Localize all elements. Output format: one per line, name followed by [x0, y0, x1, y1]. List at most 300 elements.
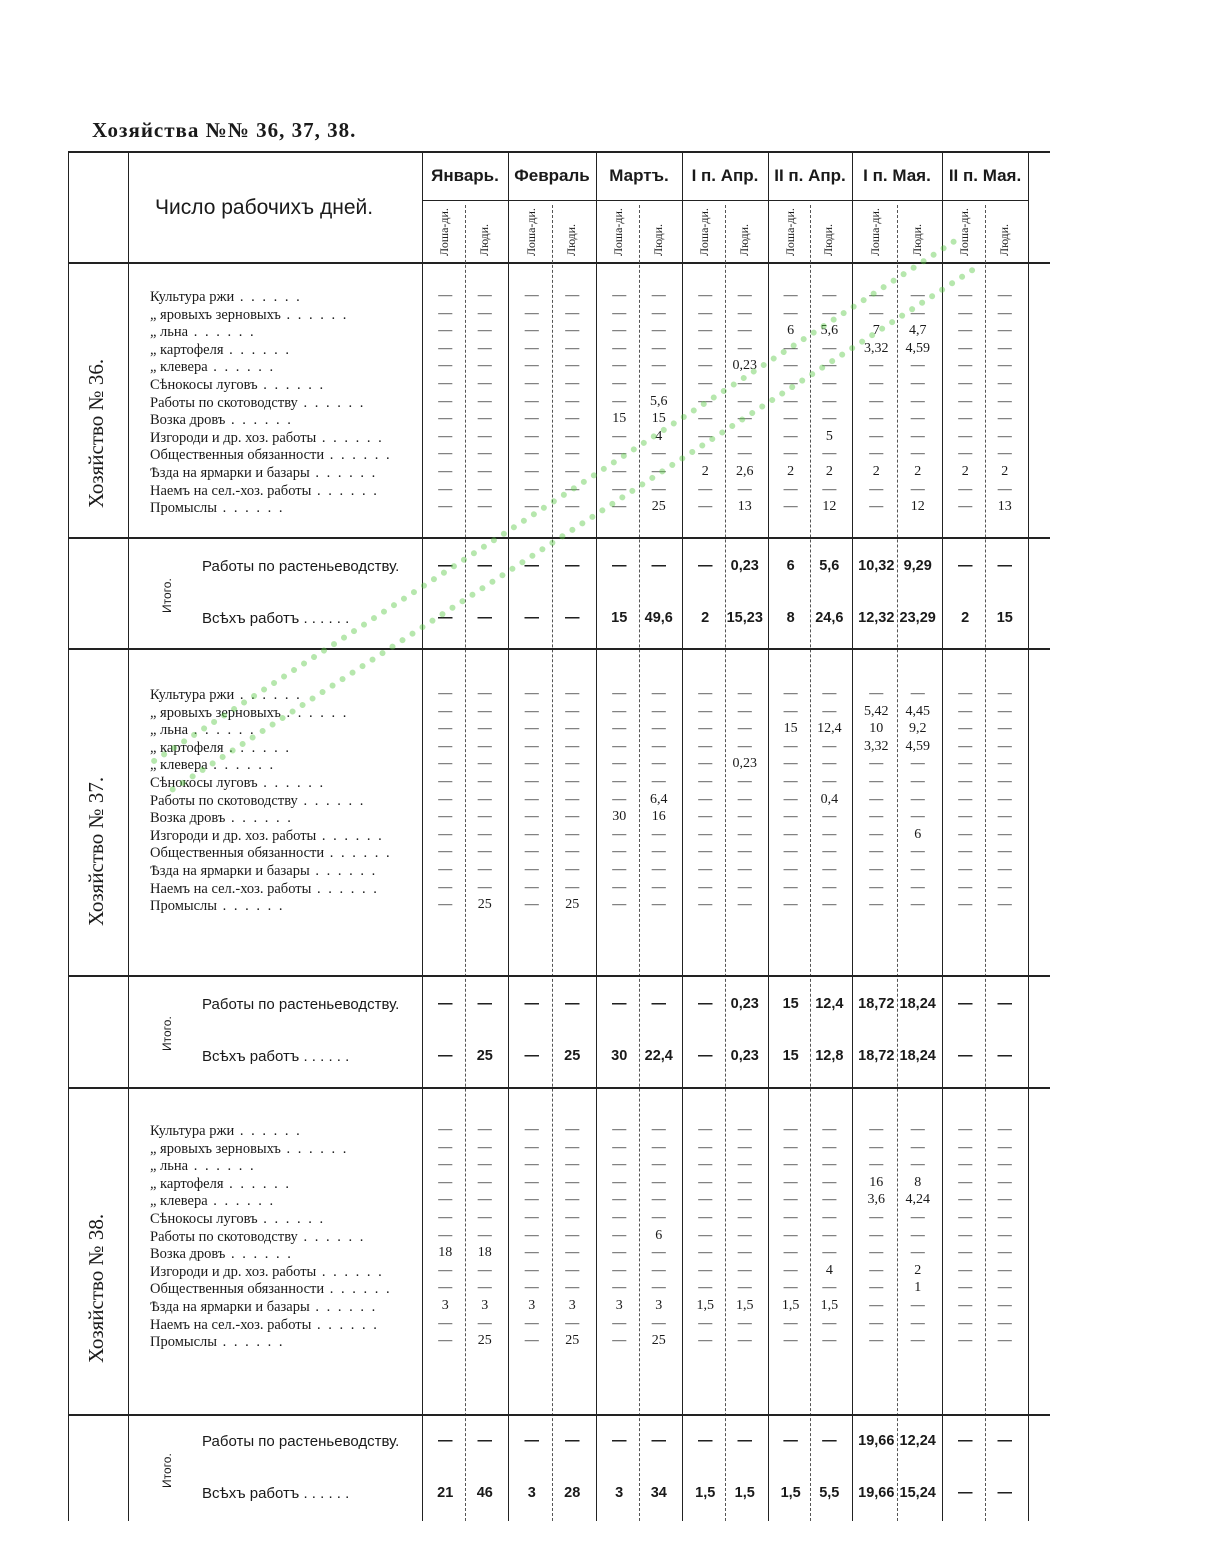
- table-cell: 6: [655, 1227, 663, 1243]
- table-cell: 2,6: [736, 464, 754, 479]
- table-cell: —: [651, 358, 666, 374]
- table-cell: 18: [477, 1245, 492, 1261]
- table-cell: —: [565, 686, 580, 701]
- table-cell: —: [783, 1280, 798, 1296]
- summary-plant-cell: —: [697, 1433, 713, 1449]
- table-cell: —: [869, 1245, 884, 1261]
- table-cell: 3: [568, 1298, 576, 1313]
- table-cell: —: [612, 288, 627, 303]
- table-cell: —: [698, 1157, 713, 1173]
- table-cell: —: [737, 481, 752, 497]
- table-cell: —: [477, 1227, 492, 1243]
- table-cell: —: [698, 862, 713, 877]
- table-cell: —: [869, 376, 884, 391]
- table-cell: —: [698, 686, 713, 701]
- leader-dots: . . . . . .: [188, 722, 256, 739]
- table-cell: —: [822, 1157, 837, 1173]
- row-label: Работы по скотоводству . . . . . .: [150, 792, 366, 809]
- table-cell: —: [958, 1262, 973, 1278]
- table-cell: —: [822, 305, 837, 321]
- summary-plant-cell: 19,66: [858, 1433, 895, 1449]
- table-cell: —: [651, 686, 666, 701]
- table-cell: —: [565, 1157, 580, 1173]
- table-cell: —: [783, 738, 798, 754]
- table-cell: —: [438, 499, 453, 515]
- summary-all-cell: 24,6: [815, 610, 844, 626]
- table-cell: —: [822, 686, 837, 701]
- row-label: Ѣзда на ярмарки и базары . . . . . .: [150, 863, 378, 879]
- table-cell: —: [612, 376, 627, 391]
- table-cell: —: [524, 499, 539, 515]
- month-header: Мартъ.: [609, 166, 669, 185]
- subheader-horses: Лоша-ди.: [437, 208, 452, 256]
- table-cell: 6: [787, 323, 795, 339]
- table-cell: —: [477, 1280, 492, 1296]
- table-cell: —: [524, 393, 539, 409]
- table-cell: —: [698, 358, 713, 374]
- table-cell: —: [698, 1280, 713, 1296]
- summary-all-cell: 12,32: [858, 610, 895, 626]
- table-cell: —: [698, 721, 713, 737]
- table-cell: —: [565, 703, 580, 719]
- summary-plant-cell: 10,32: [858, 558, 895, 574]
- table-cell: —: [822, 844, 837, 860]
- table-cell: 4,59: [905, 738, 930, 754]
- summary-all-cell: 3: [615, 1485, 624, 1501]
- row-label: Изгороди и др. хоз. работы . . . . . .: [150, 1263, 384, 1280]
- summary-plant-cell: 0,23: [730, 996, 759, 1012]
- table-cell: 3,32: [864, 340, 889, 356]
- table-cell: —: [958, 844, 973, 860]
- summary-all-cell: 19,66: [858, 1485, 895, 1501]
- summary-plant-cell: 15: [782, 996, 799, 1012]
- table-cell: —: [869, 862, 884, 877]
- table-cell: 4: [655, 428, 663, 444]
- table-cell: —: [698, 809, 713, 825]
- table-cell: —: [438, 738, 453, 754]
- table-cell: —: [783, 305, 798, 321]
- leader-dots: . . . . . .: [309, 1299, 378, 1315]
- table-cell: —: [869, 393, 884, 409]
- farm-label: Хозяйство № 37.: [84, 776, 108, 926]
- leader-dots: . . . . . .: [223, 739, 292, 756]
- table-cell: —: [958, 756, 973, 772]
- table-cell: —: [958, 1139, 973, 1155]
- row-label: Общественныя обязанности . . . . . .: [150, 845, 392, 862]
- table-cell: —: [565, 721, 580, 737]
- table-cell: —: [910, 809, 925, 825]
- table-cell: —: [438, 446, 453, 462]
- table-cell: —: [524, 774, 539, 789]
- table-cell: —: [565, 340, 580, 356]
- subheader-horses: Лоша-ди.: [697, 208, 712, 256]
- table-cell: —: [438, 1315, 453, 1331]
- table-cell: —: [822, 774, 837, 789]
- table-cell: —: [477, 1157, 492, 1173]
- leader-dots: . . . . . .: [311, 1316, 379, 1333]
- table-cell: 4: [825, 1262, 833, 1278]
- table-cell: —: [651, 376, 666, 391]
- table-cell: —: [612, 1333, 627, 1349]
- table-cell: —: [651, 1157, 666, 1173]
- table-cell: —: [524, 1333, 539, 1349]
- table-cell: —: [438, 288, 453, 303]
- table-cell: —: [997, 1262, 1012, 1278]
- table-cell: —: [612, 844, 627, 860]
- table-cell: —: [698, 411, 713, 427]
- table-cell: —: [997, 411, 1012, 427]
- table-cell: —: [958, 703, 973, 719]
- leader-dots: . . . . . .: [217, 1334, 285, 1351]
- table-cell: —: [822, 358, 837, 374]
- table-cell: —: [910, 1315, 925, 1331]
- table-cell: —: [737, 1192, 752, 1208]
- table-cell: 3: [655, 1298, 663, 1313]
- table-cell: —: [651, 1210, 666, 1225]
- table-cell: —: [438, 826, 453, 842]
- summary-plant-cell: —: [437, 558, 453, 574]
- table-cell: —: [524, 1210, 539, 1225]
- table-cell: —: [612, 738, 627, 754]
- summary-plant-cell: —: [477, 1433, 493, 1449]
- table-cell: —: [997, 1210, 1012, 1225]
- table-cell: —: [565, 305, 580, 321]
- table-cell: —: [910, 1298, 925, 1313]
- table-cell: —: [997, 446, 1012, 462]
- table-cell: —: [565, 756, 580, 772]
- table-cell: —: [698, 323, 713, 339]
- table-cell: —: [565, 1280, 580, 1296]
- page-title: Хозяйства №№ 36, 37, 38.: [92, 118, 357, 142]
- table-cell: —: [997, 1245, 1012, 1261]
- table-cell: —: [651, 1122, 666, 1137]
- table-cell: —: [958, 826, 973, 842]
- leader-dots: . . . . . .: [297, 792, 366, 809]
- table-cell: —: [612, 305, 627, 321]
- table-cell: 2: [701, 464, 709, 479]
- table-cell: 1,5: [736, 1298, 754, 1313]
- table-cell: —: [477, 826, 492, 842]
- summary-all-cell: 46: [476, 1485, 493, 1501]
- table-cell: —: [612, 897, 627, 913]
- table-cell: —: [651, 862, 666, 877]
- table-cell: —: [783, 1139, 798, 1155]
- leader-dots: . . . . . .: [311, 482, 379, 499]
- table-cell: —: [997, 481, 1012, 497]
- table-cell: —: [997, 340, 1012, 356]
- leader-dots: . . . . . .: [217, 898, 285, 915]
- table-cell: —: [612, 428, 627, 444]
- table-cell: —: [958, 1157, 973, 1173]
- table-cell: 18: [438, 1245, 453, 1261]
- table-cell: —: [958, 411, 973, 427]
- summary-plant-cell: —: [651, 558, 667, 574]
- table-cell: —: [869, 809, 884, 825]
- row-label: Промыслы . . . . . .: [150, 898, 285, 915]
- row-label: Наемъ на сел.-хоз. работы . . . . . .: [150, 880, 379, 897]
- table-cell: —: [524, 738, 539, 754]
- table-cell: —: [869, 411, 884, 427]
- summary-plant-cell: —: [564, 996, 580, 1012]
- summary-plant-cell: —: [524, 558, 539, 574]
- table-cell: 2: [825, 464, 833, 479]
- table-cell: —: [651, 703, 666, 719]
- table-cell: —: [997, 288, 1012, 303]
- table-cell: —: [477, 703, 492, 719]
- table-cell: —: [822, 376, 837, 391]
- table-cell: —: [565, 1122, 580, 1137]
- table-cell: —: [822, 1227, 837, 1243]
- table-cell: —: [612, 1210, 627, 1225]
- table-cell: 13: [737, 499, 752, 515]
- table-cell: —: [698, 393, 713, 409]
- table-cell: —: [438, 428, 453, 444]
- table-cell: —: [612, 862, 627, 877]
- table-cell: —: [958, 738, 973, 754]
- leader-dots: . . . . . .: [207, 1193, 276, 1210]
- table-cell: —: [477, 809, 492, 825]
- table-cell: —: [698, 288, 713, 303]
- table-cell: —: [958, 358, 973, 374]
- table-cell: —: [958, 1192, 973, 1208]
- table-cell: —: [524, 288, 539, 303]
- table-cell: —: [477, 1262, 492, 1278]
- table-cell: —: [869, 774, 884, 789]
- table-cell: —: [958, 686, 973, 701]
- table-cell: —: [822, 1210, 837, 1225]
- table-left-border: [68, 151, 69, 1521]
- table-cell: —: [565, 1245, 580, 1261]
- table-cell: —: [958, 1315, 973, 1331]
- table-cell: —: [783, 1122, 798, 1137]
- table-cell: —: [524, 686, 539, 701]
- summary-plant-label: Работы по растеньеводству.: [202, 558, 400, 575]
- table-cell: —: [783, 897, 798, 913]
- table-cell: —: [910, 1157, 925, 1173]
- table-cell: —: [438, 862, 453, 877]
- leader-dots: . . . . . .: [324, 845, 392, 862]
- summary-plant-cell: 12,4: [815, 996, 844, 1012]
- table-cell: 3: [481, 1298, 489, 1313]
- table-cell: —: [477, 738, 492, 754]
- table-cell: 25: [477, 897, 492, 913]
- table-cell: —: [737, 862, 752, 877]
- section-rule: [68, 975, 1050, 977]
- summary-all-label: Всѣхъ работъ . . . . . .: [202, 1048, 350, 1065]
- summary-plant-cell: —: [957, 996, 973, 1012]
- table-cell: —: [524, 879, 539, 895]
- table-cell: —: [737, 1174, 752, 1190]
- table-cell: —: [822, 738, 837, 754]
- summary-all-cell: —: [997, 1048, 1013, 1064]
- table-cell: —: [524, 756, 539, 772]
- row-label: „ льна . . . . . .: [150, 1158, 256, 1175]
- summary-plant-cell: 18,72: [858, 996, 895, 1012]
- summary-plant-cell: —: [611, 558, 627, 574]
- table-cell: —: [524, 428, 539, 444]
- leader-dots: . . . . . .: [225, 1246, 293, 1263]
- table-cell: —: [997, 1174, 1012, 1190]
- summary-all-cell: 21: [437, 1485, 454, 1501]
- table-cell: —: [524, 809, 539, 825]
- table-cell: —: [565, 446, 580, 462]
- month-header: Февраль: [514, 166, 590, 185]
- table-cell: —: [651, 323, 666, 339]
- table-cell: —: [565, 428, 580, 444]
- table-cell: —: [438, 1210, 453, 1225]
- table-cell: —: [477, 879, 492, 895]
- summary-all-cell: 2: [701, 610, 710, 626]
- summary-all-cell: 3: [527, 1485, 536, 1501]
- summary-plant-cell: 5,6: [819, 558, 840, 574]
- month-column-border: [508, 151, 509, 1521]
- table-cell: —: [438, 376, 453, 391]
- table-cell: —: [783, 376, 798, 391]
- table-cell: 15: [783, 721, 798, 737]
- table-cell: 15: [612, 411, 627, 427]
- table-cell: —: [822, 393, 837, 409]
- table-cell: —: [565, 376, 580, 391]
- table-cell: —: [737, 738, 752, 754]
- table-cell: 13: [997, 499, 1012, 515]
- table-cell: —: [612, 499, 627, 515]
- header-label: Число рабочихъ дней.: [155, 196, 374, 219]
- row-label: „ клевера . . . . . .: [150, 757, 276, 774]
- table-cell: —: [524, 1280, 539, 1296]
- table-cell: —: [524, 358, 539, 374]
- table-cell: —: [524, 703, 539, 719]
- summary-plant-cell: —: [651, 996, 667, 1012]
- summary-plant-cell: —: [957, 1433, 973, 1449]
- table-cell: 9,2: [908, 721, 927, 737]
- summary-all-cell: —: [957, 1048, 973, 1064]
- table-cell: —: [438, 897, 453, 913]
- table-cell: —: [997, 809, 1012, 825]
- table-cell: —: [477, 844, 492, 860]
- month-column-border: [682, 151, 683, 1521]
- row-label: Промыслы . . . . . .: [150, 1334, 285, 1351]
- table-cell: —: [737, 446, 752, 462]
- table-cell: —: [477, 481, 492, 497]
- table-cell: 4,24: [905, 1192, 930, 1208]
- table-cell: —: [997, 1315, 1012, 1331]
- table-cell: —: [783, 1262, 798, 1278]
- table-cell: —: [524, 1262, 539, 1278]
- table-cell: —: [477, 1174, 492, 1190]
- summary-plant-cell: —: [737, 1433, 753, 1449]
- itogo-label: Итого.: [160, 1453, 174, 1488]
- table-cell: —: [524, 1122, 539, 1137]
- table-cell: —: [737, 1245, 752, 1261]
- table-cell: —: [612, 721, 627, 737]
- table-cell: —: [822, 1122, 837, 1137]
- table-cell: —: [910, 305, 925, 321]
- table-cell: —: [565, 323, 580, 339]
- table-cell: —: [869, 897, 884, 913]
- table-cell: —: [737, 791, 752, 807]
- table-cell: —: [698, 791, 713, 807]
- table-cell: —: [612, 1122, 627, 1137]
- table-cell: —: [783, 774, 798, 789]
- leader-dots: . . . . . .: [225, 412, 293, 429]
- table-cell: —: [822, 1315, 837, 1331]
- table-cell: 16: [869, 1174, 884, 1190]
- table-cell: —: [822, 826, 837, 842]
- table-cell: —: [651, 340, 666, 356]
- row-label: „ картофеля . . . . . .: [150, 341, 292, 358]
- table-cell: —: [438, 411, 453, 427]
- table-cell: —: [438, 791, 453, 807]
- row-label: Работы по скотоводству . . . . . .: [150, 394, 366, 411]
- table-cell: —: [524, 446, 539, 462]
- table-cell: —: [869, 826, 884, 842]
- table-cell: 2: [1001, 464, 1009, 479]
- leader-dots: . . . . . .: [309, 863, 378, 879]
- leader-dots: . . . . . .: [280, 306, 349, 323]
- table-cell: —: [869, 1139, 884, 1155]
- table-cell: —: [783, 703, 798, 719]
- table-cell: —: [910, 376, 925, 391]
- table-cell: —: [822, 809, 837, 825]
- table-cell: —: [997, 703, 1012, 719]
- summary-plant-cell: —: [524, 996, 539, 1012]
- summary-all-label: Всѣхъ работъ . . . . . .: [202, 610, 350, 627]
- table-cell: —: [737, 1122, 752, 1137]
- table-cell: —: [997, 738, 1012, 754]
- table-cell: —: [822, 340, 837, 356]
- table-cell: —: [737, 686, 752, 701]
- table-cell: —: [958, 721, 973, 737]
- table-cell: —: [910, 879, 925, 895]
- table-cell: —: [783, 844, 798, 860]
- table-cell: —: [997, 428, 1012, 444]
- farm-end-rule: [68, 648, 1050, 650]
- subheader-people: Люди.: [821, 223, 836, 256]
- table-cell: —: [698, 844, 713, 860]
- table-cell: —: [822, 288, 837, 303]
- table-cell: —: [997, 1157, 1012, 1173]
- table-cell: —: [997, 1139, 1012, 1155]
- summary-all-cell: 1,5: [695, 1485, 716, 1501]
- table-cell: —: [698, 1192, 713, 1208]
- table-cell: —: [997, 879, 1012, 895]
- subheader-people: Люди.: [564, 223, 579, 256]
- table-cell: —: [958, 376, 973, 391]
- summary-all-cell: —: [524, 610, 539, 626]
- table-cell: —: [910, 756, 925, 772]
- table-cell: —: [651, 1245, 666, 1261]
- table-cell: —: [651, 481, 666, 497]
- table-cell: —: [997, 1122, 1012, 1137]
- leader-dots: . . . . . .: [297, 1228, 366, 1245]
- table-cell: —: [910, 1210, 925, 1225]
- table-cell: —: [997, 376, 1012, 391]
- table-cell: —: [477, 358, 492, 374]
- table-cell: —: [737, 428, 752, 444]
- table-cell: 25: [565, 1333, 580, 1349]
- table-cell: 2: [872, 464, 880, 479]
- summary-all-cell: 15,24: [899, 1485, 936, 1501]
- row-label: „ льна . . . . . .: [150, 324, 256, 341]
- table-cell: —: [698, 499, 713, 515]
- table-cell: 5: [825, 428, 833, 444]
- table-cell: —: [822, 411, 837, 427]
- month-header: II п. Апр.: [774, 166, 846, 185]
- table-cell: —: [651, 464, 666, 479]
- table-cell: —: [737, 393, 752, 409]
- table-cell: —: [438, 305, 453, 321]
- summary-all-cell: 25: [564, 1048, 581, 1064]
